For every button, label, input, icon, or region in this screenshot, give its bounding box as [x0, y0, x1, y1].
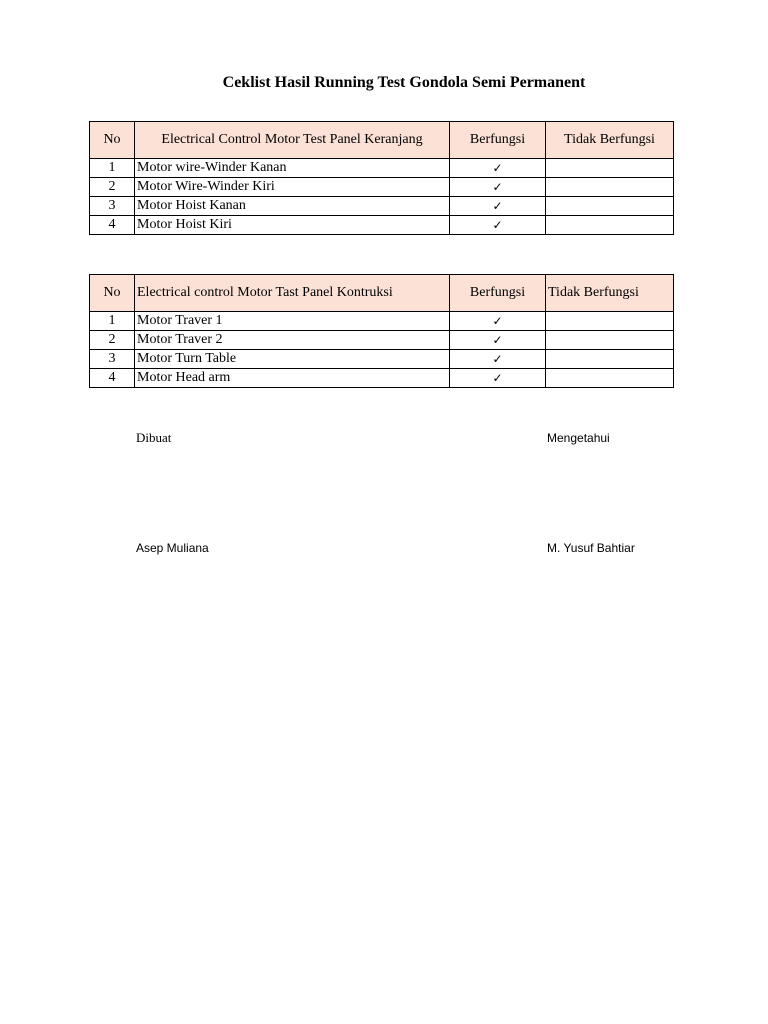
row-number: 2: [90, 331, 135, 350]
row-tidak-berfungsi: [546, 159, 674, 178]
header-no: No: [90, 122, 135, 159]
row-number: 3: [90, 197, 135, 216]
row-item-name: Motor Hoist Kiri: [135, 216, 450, 235]
check-icon: ✓: [450, 197, 546, 216]
row-item-name: Motor Wire-Winder Kiri: [135, 178, 450, 197]
row-tidak-berfungsi: [546, 312, 674, 331]
row-tidak-berfungsi: [546, 350, 674, 369]
row-tidak-berfungsi: [546, 178, 674, 197]
check-icon: ✓: [450, 331, 546, 350]
header-berfungsi: Berfungsi: [450, 122, 546, 159]
header-tidak-berfungsi: Tidak Berfungsi: [546, 275, 674, 312]
row-number: 4: [90, 216, 135, 235]
row-number: 2: [90, 178, 135, 197]
table-header-row: [90, 275, 674, 312]
document-title: Ceklist Hasil Running Test Gondola Semi Permanent: [222, 74, 586, 91]
row-number: 4: [90, 369, 135, 388]
table-row: [90, 369, 674, 388]
checklist-table-kontruksi: [89, 274, 674, 388]
header-item: Electrical control Motor Tast Panel Kontruksi: [135, 275, 450, 312]
check-icon: ✓: [450, 369, 546, 388]
check-icon: ✓: [450, 350, 546, 369]
header-tidak-berfungsi: Tidak Berfungsi: [546, 122, 674, 159]
row-item-name: Motor Traver 2: [135, 331, 450, 350]
check-icon: ✓: [450, 312, 546, 331]
table-row: [90, 159, 674, 178]
row-tidak-berfungsi: [546, 369, 674, 388]
made-by-label: Dibuat: [136, 430, 172, 445]
header-berfungsi: Berfungsi: [450, 275, 546, 312]
acknowledged-name: M. Yusuf Bahtiar: [547, 541, 635, 555]
row-tidak-berfungsi: [546, 197, 674, 216]
row-tidak-berfungsi: [546, 331, 674, 350]
row-item-name: Motor Traver 1: [135, 312, 450, 331]
table-row: [90, 216, 674, 235]
table-row: [90, 331, 674, 350]
made-by-name: Asep Muliana: [136, 541, 209, 555]
table-header-row: [90, 122, 674, 159]
header-item: Electrical Control Motor Test Panel Keranjang: [135, 122, 450, 159]
header-no: No: [90, 275, 135, 312]
table-row: [90, 350, 674, 369]
row-number: 1: [90, 312, 135, 331]
table-row: [90, 312, 674, 331]
row-number: 1: [90, 159, 135, 178]
row-item-name: Motor Head arm: [135, 369, 450, 388]
row-item-name: Motor wire-Winder Kanan: [135, 159, 450, 178]
row-tidak-berfungsi: [546, 216, 674, 235]
row-item-name: Motor Turn Table: [135, 350, 450, 369]
check-icon: ✓: [450, 178, 546, 197]
acknowledged-label: Mengetahui: [547, 431, 610, 445]
table-row: [90, 197, 674, 216]
checklist-table-keranjang: [89, 121, 674, 235]
row-number: 3: [90, 350, 135, 369]
check-icon: ✓: [450, 159, 546, 178]
row-item-name: Motor Hoist Kanan: [135, 197, 450, 216]
table-row: [90, 178, 674, 197]
check-icon: ✓: [450, 216, 546, 235]
